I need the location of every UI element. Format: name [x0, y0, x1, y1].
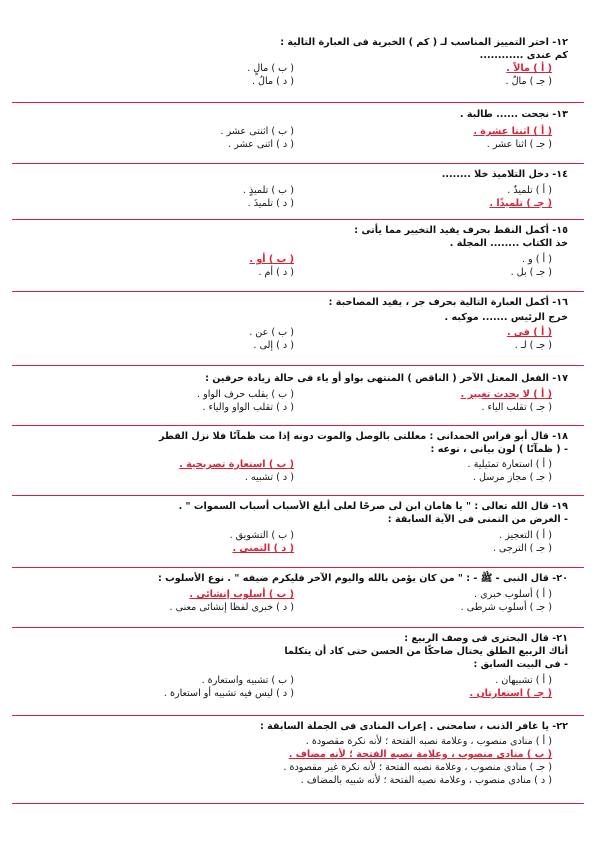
- option-a[interactable]: ( أ ) مالاً .: [506, 63, 552, 74]
- option-a[interactable]: ( أ ) اثنتا عشرة .: [473, 126, 552, 137]
- option-c[interactable]: ( جـ ) مجاز مرسل .: [472, 472, 552, 483]
- question-22: [12, 720, 584, 804]
- question-stem: ١٣- نجحت ...... طالبة .: [459, 109, 568, 120]
- question-stem: ١٨- قال أبو فراس الحمدانى : معللتى بالوصل والموت دونه إذا مت ظمآنًا فلا نزل القطر: [158, 431, 568, 442]
- option-b[interactable]: ( ب ) منادى منصوب ، وعلامة نصبه الفتحة ؛ لأنه مضاف .: [288, 749, 552, 760]
- question-15: [12, 224, 584, 292]
- question-sub: كم عندى ............: [479, 50, 568, 61]
- option-c[interactable]: ( جـ ) الترجى .: [492, 543, 552, 554]
- question-stem: ٢٢- يا غافر الذنب ، سامحنى . إعراب المنادى فى الجملة السابقة :: [259, 721, 568, 732]
- question-21: [12, 632, 584, 716]
- option-d[interactable]: ( د ) أم .: [258, 267, 294, 278]
- option-a[interactable]: ( أ ) و .: [521, 254, 552, 265]
- option-a[interactable]: ( أ ) التعجيز .: [499, 530, 552, 541]
- option-b[interactable]: ( ب ) اثنتى عشر .: [220, 126, 294, 137]
- question-14: [12, 168, 584, 220]
- question-stem: ١٤- دخل التلاميذ خلا ........: [441, 169, 568, 180]
- option-b[interactable]: ( ب ) تلميذٍ .: [242, 185, 294, 196]
- option-d[interactable]: ( د ) تقلب الواو والياء .: [202, 402, 294, 413]
- option-b[interactable]: ( ب ) التشويق .: [229, 530, 294, 541]
- question-19: [12, 500, 584, 568]
- option-c[interactable]: ( جـ ) لـ .: [514, 340, 552, 351]
- option-d[interactable]: ( د ) تشبيه .: [244, 472, 294, 483]
- question-stem: ١٧- الفعل المعتل الآخر ( الناقص ) المنتهى بواو أو ياء فى حالة زيادة حرفين :: [205, 373, 568, 384]
- option-a[interactable]: ( أ ) تشبيهان .: [495, 675, 552, 686]
- option-c[interactable]: ( جـ ) أسلوب شرطى .: [460, 602, 552, 613]
- question-sub: خذ الكتاب ........ المجلة .: [449, 238, 568, 249]
- option-b[interactable]: ( ب ) مالٍ .: [247, 63, 294, 74]
- question-stem: ٢٠- قال النبى - ﷺ - : " من كان يؤمن بالله واليوم الآخر فليكرم ضيفه " . نوع الأسلوب :: [157, 573, 568, 584]
- question-16: [12, 296, 584, 366]
- option-a[interactable]: ( أ ) لا يحدث تغيير .: [460, 389, 552, 400]
- option-d[interactable]: ( د ) مالُ .: [251, 76, 294, 87]
- question-stem: ٢١- قال البحترى فى وصف الربيع :: [404, 633, 568, 644]
- option-c[interactable]: ( جـ ) تقلب الياء .: [481, 402, 552, 413]
- option-d[interactable]: ( د ) خبرى لفظا إنشائى معنى .: [169, 602, 294, 613]
- option-a[interactable]: ( أ ) تلميذٌ .: [507, 185, 552, 196]
- question-17: [12, 372, 584, 426]
- question-sub: - فى البيت السابق :: [473, 659, 568, 670]
- option-c[interactable]: ( جـ ) منادى منصوب ، وعلامة نصبه الفتحة ؛ لأنه نكرة غير مقصودة .: [283, 762, 552, 773]
- option-d[interactable]: ( د ) اثنى عشر .: [228, 139, 294, 150]
- option-d[interactable]: ( د ) ليس فيه تشبيه أو استعارة .: [163, 688, 294, 699]
- option-c[interactable]: ( جـ ) مالٌ .: [505, 76, 552, 87]
- question-stem: ١٥- أكمل النقط بحرف يفيد التخيير مما يأتى :: [354, 225, 568, 236]
- option-c[interactable]: ( جـ ) اثنا عشر .: [486, 139, 552, 150]
- question-stem: ١٢- اختر التمييز المناسب لـ ( كم ) الخبرية فى العبارة التالية :: [280, 37, 568, 48]
- option-a[interactable]: ( أ ) منادى منصوب ، وعلامة نصبه الفتحة ؛ لأنه نكرة مقصودة .: [305, 736, 552, 747]
- option-a[interactable]: ( أ ) فى .: [506, 327, 552, 338]
- option-a[interactable]: ( أ ) أسلوب خبرى .: [474, 589, 552, 600]
- option-d[interactable]: ( د ) إلى .: [253, 340, 294, 351]
- option-a[interactable]: ( أ ) استعارة تمثيلية .: [467, 459, 552, 470]
- option-c[interactable]: ( جـ ) تلميذًا .: [489, 198, 552, 209]
- question-12: [12, 36, 584, 103]
- option-d[interactable]: ( د ) منادى منصوب ، وعلامة نصبه الفتحة ؛ لأنه شبيه بالمضاف .: [300, 775, 552, 786]
- question-stem: ١٦- أكمل العبارة التالية بحرف جر ، يفيد المصاحبة :: [328, 297, 568, 308]
- option-c[interactable]: ( جـ ) بل .: [510, 267, 552, 278]
- question-sub: - الغرض من التمنى فى الآية السابقة :: [387, 514, 568, 525]
- question-20: [12, 572, 584, 628]
- question-18: [12, 430, 584, 496]
- question-verse: أتاك الربيع الطلق يختال ضاحكًا من الحسن حتى كاد أن يتكلما: [284, 646, 568, 657]
- option-b[interactable]: ( ب ) عن .: [249, 327, 294, 338]
- option-b[interactable]: ( ب ) أسلوب إنشائى .: [189, 589, 294, 600]
- option-c[interactable]: ( جـ ) استعارتان .: [469, 688, 552, 699]
- option-b[interactable]: ( ب ) تشبيه واستعارة .: [201, 675, 294, 686]
- option-d[interactable]: ( د ) تلميذَ .: [247, 198, 294, 209]
- option-d[interactable]: ( د ) التمنى .: [232, 543, 294, 554]
- option-b[interactable]: ( ب ) أو .: [249, 254, 294, 265]
- question-sub: خرج الرئيس ....... موكبه .: [444, 312, 568, 323]
- question-stem: ١٩- قال الله تعالى : " يا هامان ابن لى صرحًا لعلى أبلغ الأسباب أسباب السموات " .: [178, 501, 568, 512]
- question-13: [12, 108, 584, 164]
- option-b[interactable]: ( ب ) يقلب حرف الواو .: [197, 389, 294, 400]
- option-b[interactable]: ( ب ) استعارة تصريحية .: [179, 459, 294, 470]
- question-sub: - ( ظمآنًا ) لون بيانى ، نوعه :: [430, 444, 568, 455]
